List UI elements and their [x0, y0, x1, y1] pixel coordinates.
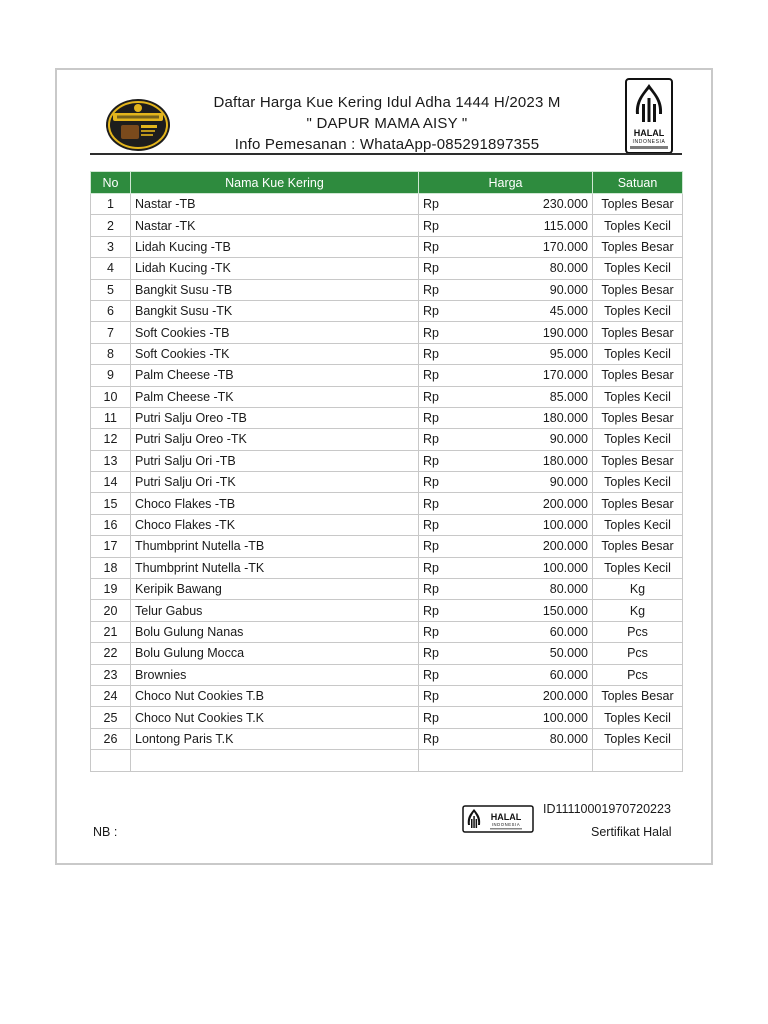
cell-price: 80.000 [506, 728, 593, 749]
cell-currency: Rp [419, 472, 506, 493]
cell-name: Soft Cookies -TK [131, 343, 419, 364]
svg-text:INDONESIA: INDONESIA [491, 822, 521, 827]
cell-price: 180.000 [506, 407, 593, 428]
col-header-no: No [91, 172, 131, 194]
table-row [91, 215, 683, 236]
cell-currency: Rp [419, 643, 506, 664]
cell-name: Thumbprint Nutella -TK [131, 557, 419, 578]
table-row [91, 322, 683, 343]
cell-price: 80.000 [506, 258, 593, 279]
cell-no: 20 [91, 600, 131, 621]
cell-currency: Rp [419, 343, 506, 364]
col-header-price: Harga [419, 172, 593, 194]
cell-price: 150.000 [506, 600, 593, 621]
cell-name: Thumbprint Nutella -TB [131, 536, 419, 557]
cell-currency: Rp [419, 279, 506, 300]
cell-unit: Toples Besar [593, 407, 683, 428]
cell-currency: Rp [419, 365, 506, 386]
cell-price: 170.000 [506, 365, 593, 386]
cell-empty [131, 750, 419, 771]
table-row [91, 194, 683, 215]
table-row [91, 279, 683, 300]
cell-name: Choco Nut Cookies T.B [131, 685, 419, 706]
cell-currency: Rp [419, 215, 506, 236]
cell-name: Brownies [131, 664, 419, 685]
cell-unit: Toples Kecil [593, 258, 683, 279]
cell-no: 9 [91, 365, 131, 386]
cell-price: 60.000 [506, 621, 593, 642]
cell-currency: Rp [419, 728, 506, 749]
table-row [91, 365, 683, 386]
table-row [91, 685, 683, 706]
cell-price: 60.000 [506, 664, 593, 685]
cell-currency: Rp [419, 707, 506, 728]
cell-empty [593, 750, 683, 771]
cell-no: 6 [91, 300, 131, 321]
cell-unit: Toples Kecil [593, 514, 683, 535]
table-header-row [91, 172, 683, 194]
cell-unit: Toples Kecil [593, 429, 683, 450]
cell-unit: Toples Besar [593, 236, 683, 257]
cell-currency: Rp [419, 450, 506, 471]
cell-unit: Pcs [593, 643, 683, 664]
cell-price: 100.000 [506, 707, 593, 728]
cell-name: Telur Gabus [131, 600, 419, 621]
cell-name: Putri Salju Oreo -TB [131, 407, 419, 428]
cell-no: 13 [91, 450, 131, 471]
title-line-3: Info Pemesanan : WhataApp-085291897355 [234, 136, 540, 153]
cell-name: Choco Flakes -TK [131, 514, 419, 535]
cell-name: Nastar -TB [131, 194, 419, 215]
cell-unit: Toples Kecil [593, 472, 683, 493]
cell-name: Putri Salju Ori -TK [131, 472, 419, 493]
cell-price: 230.000 [506, 194, 593, 215]
cell-name: Keripik Bawang [131, 579, 419, 600]
table-row [91, 493, 683, 514]
cell-currency: Rp [419, 386, 506, 407]
cell-name: Nastar -TK [131, 215, 419, 236]
cell-no: 7 [91, 322, 131, 343]
cell-unit: Toples Besar [593, 365, 683, 386]
cell-no: 23 [91, 664, 131, 685]
halal-logo [625, 78, 673, 154]
cell-currency: Rp [419, 322, 506, 343]
cell-name: Bangkit Susu -TK [131, 300, 419, 321]
cell-currency: Rp [419, 493, 506, 514]
cell-empty [419, 750, 506, 771]
nb-label: NB : [93, 825, 118, 839]
table-row [91, 300, 683, 321]
cell-price: 90.000 [506, 429, 593, 450]
cell-name: Palm Cheese -TK [131, 386, 419, 407]
cell-currency: Rp [419, 514, 506, 535]
cell-unit: Toples Besar [593, 685, 683, 706]
cell-currency: Rp [419, 300, 506, 321]
cell-no: 22 [91, 643, 131, 664]
cell-price: 90.000 [506, 472, 593, 493]
header-divider [90, 153, 682, 155]
table-row [91, 407, 683, 428]
cell-currency: Rp [419, 664, 506, 685]
cell-no: 10 [91, 386, 131, 407]
cell-unit: Toples Besar [593, 279, 683, 300]
table-row [91, 386, 683, 407]
cell-name: Lidah Kucing -TB [131, 236, 419, 257]
cell-name: Putri Salju Oreo -TK [131, 429, 419, 450]
cell-name: Bangkit Susu -TB [131, 279, 419, 300]
cell-price: 180.000 [506, 450, 593, 471]
cell-name: Lontong Paris T.K [131, 728, 419, 749]
cell-no: 18 [91, 557, 131, 578]
cell-price: 85.000 [506, 386, 593, 407]
cell-unit: Toples Kecil [593, 386, 683, 407]
cell-name: Lidah Kucing -TK [131, 258, 419, 279]
cell-currency: Rp [419, 579, 506, 600]
table-body [91, 194, 683, 772]
cell-no: 11 [91, 407, 131, 428]
cell-currency: Rp [419, 194, 506, 215]
table-row [91, 728, 683, 749]
table-row [91, 514, 683, 535]
cell-currency: Rp [419, 407, 506, 428]
cell-currency: Rp [419, 429, 506, 450]
table-row [91, 258, 683, 279]
table-row [91, 429, 683, 450]
col-header-unit: Satuan [593, 172, 683, 194]
cell-price: 80.000 [506, 579, 593, 600]
cell-no: 4 [91, 258, 131, 279]
table-row [91, 236, 683, 257]
cell-unit: Toples Kecil [593, 300, 683, 321]
table-row [91, 450, 683, 471]
table-row [91, 664, 683, 685]
table-row [91, 472, 683, 493]
cell-no: 16 [91, 514, 131, 535]
cell-no: 14 [91, 472, 131, 493]
table-row [91, 600, 683, 621]
cell-price: 45.000 [506, 300, 593, 321]
cell-unit: Toples Kecil [593, 343, 683, 364]
halal-logo-small [462, 805, 534, 833]
cell-currency: Rp [419, 685, 506, 706]
cell-price: 100.000 [506, 514, 593, 535]
cell-no: 21 [91, 621, 131, 642]
cell-unit: Toples Kecil [593, 728, 683, 749]
cell-name: Putri Salju Ori -TB [131, 450, 419, 471]
table-row [91, 621, 683, 642]
cell-price: 115.000 [506, 215, 593, 236]
cell-unit: Toples Besar [593, 536, 683, 557]
price-list-sheet [55, 68, 713, 865]
halal-certificate-id: ID11110001970720223 [543, 802, 671, 816]
cell-no: 26 [91, 728, 131, 749]
cell-unit: Pcs [593, 664, 683, 685]
cell-no: 25 [91, 707, 131, 728]
price-table [90, 171, 683, 772]
cell-unit: Toples Kecil [593, 707, 683, 728]
cell-price: 90.000 [506, 279, 593, 300]
cell-currency: Rp [419, 536, 506, 557]
cell-unit: Kg [593, 600, 683, 621]
table-row-empty [91, 750, 683, 771]
table-row [91, 579, 683, 600]
cell-unit: Toples Kecil [593, 215, 683, 236]
cell-empty [506, 750, 593, 771]
cell-price: 100.000 [506, 557, 593, 578]
cell-unit: Kg [593, 579, 683, 600]
cell-currency: Rp [419, 236, 506, 257]
cell-no: 8 [91, 343, 131, 364]
cell-no: 12 [91, 429, 131, 450]
table-row [91, 643, 683, 664]
table-row [91, 536, 683, 557]
cell-price: 170.000 [506, 236, 593, 257]
cell-currency: Rp [419, 557, 506, 578]
document-title [177, 92, 597, 155]
cell-currency: Rp [419, 621, 506, 642]
col-header-name: Nama Kue Kering [131, 172, 419, 194]
cell-no: 19 [91, 579, 131, 600]
svg-text:HALAL: HALAL [490, 812, 522, 822]
svg-text:HALAL: HALAL [633, 128, 665, 138]
halal-certificate-label: Sertifikat Halal [591, 825, 672, 839]
cell-name: Bolu Gulung Mocca [131, 643, 419, 664]
cell-price: 50.000 [506, 643, 593, 664]
cell-unit: Toples Besar [593, 322, 683, 343]
cell-name: Palm Cheese -TB [131, 365, 419, 386]
cell-empty [91, 750, 131, 771]
cell-no: 5 [91, 279, 131, 300]
cell-currency: Rp [419, 600, 506, 621]
cell-unit: Toples Kecil [593, 557, 683, 578]
cell-name: Soft Cookies -TB [131, 322, 419, 343]
cell-no: 1 [91, 194, 131, 215]
table-row [91, 557, 683, 578]
svg-text:INDONESIA: INDONESIA [632, 139, 666, 145]
cell-price: 200.000 [506, 493, 593, 514]
cell-unit: Pcs [593, 621, 683, 642]
cell-no: 15 [91, 493, 131, 514]
cell-price: 95.000 [506, 343, 593, 364]
table-row [91, 707, 683, 728]
shop-logo [105, 98, 171, 152]
cell-price: 190.000 [506, 322, 593, 343]
cell-no: 17 [91, 536, 131, 557]
cell-no: 3 [91, 236, 131, 257]
table-row [91, 343, 683, 364]
cell-price: 200.000 [506, 536, 593, 557]
cell-name: Choco Flakes -TB [131, 493, 419, 514]
cell-name: Bolu Gulung Nanas [131, 621, 419, 642]
cell-price: 200.000 [506, 685, 593, 706]
cell-unit: Toples Besar [593, 194, 683, 215]
cell-no: 2 [91, 215, 131, 236]
cell-unit: Toples Besar [593, 493, 683, 514]
cell-unit: Toples Besar [593, 450, 683, 471]
title-line-1: Daftar Harga Kue Kering Idul Adha 1444 H/2023 M [213, 94, 561, 111]
cell-name: Choco Nut Cookies T.K [131, 707, 419, 728]
cell-currency: Rp [419, 258, 506, 279]
cell-no: 24 [91, 685, 131, 706]
title-line-2: " DAPUR MAMA AISY " [306, 115, 468, 132]
